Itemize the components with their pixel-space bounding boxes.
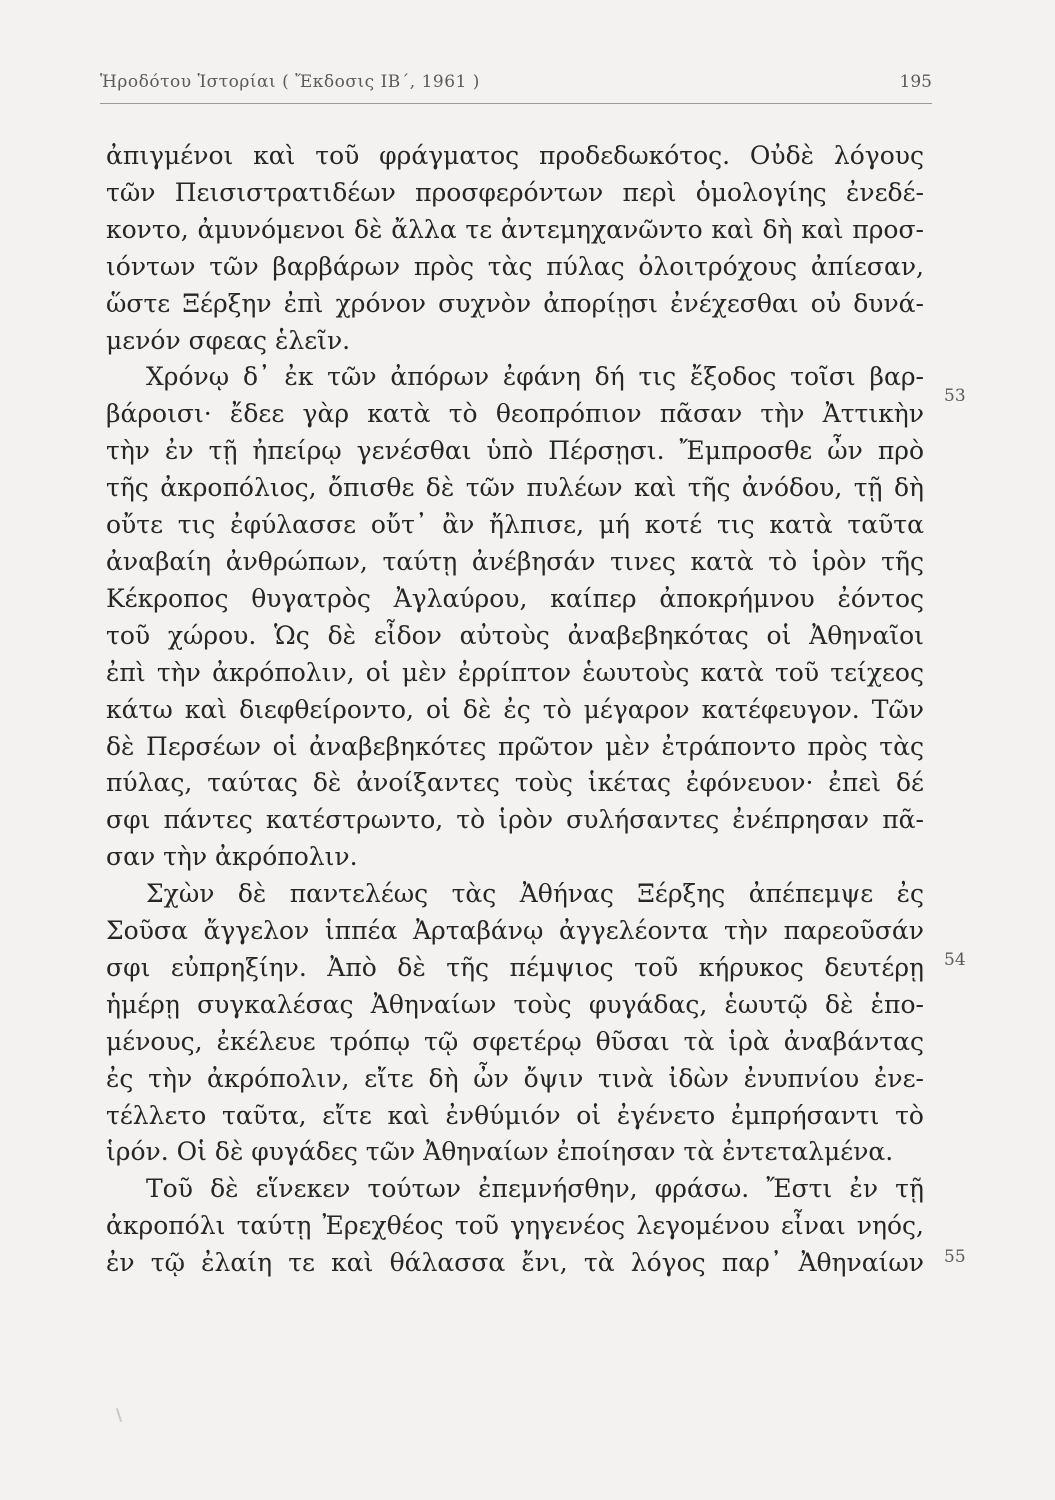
body-text: [106, 138, 924, 1282]
text-line: ιόντων τῶν βαρβάρων πρὸς τὰς πύλας ὀλοιτρόχους ἀπίεσαν,: [106, 251, 924, 281]
text-line: Κέκροπος θυγατρὸς Ἀγλαύρου, καίπερ ἀποκρήμνου ἐόντος: [106, 583, 924, 613]
text-line: ἀπιγμένοι καὶ τοῦ φράγματος προδεδωκότος. Οὐδὲ λόγους: [106, 141, 924, 170]
text-line: οὔτε τις ἐφύλασσε οὔτ᾽ ἂν ἤλπισε, μή κοτέ τις κατὰ ταῦτα: [106, 510, 924, 540]
text-line: κάτω καὶ διεφθείροντο, οἱ δὲ ἐς τὸ μέγαρον κατέφευγον. Τῶν: [106, 694, 924, 724]
text-line: Χρόνῳ δ᾽ ἐκ τῶν ἀπόρων ἐφάνη δή τις ἔξοδος τοῖσι βαρ-: [146, 362, 924, 392]
text-line: ἀναβαίη ἀνθρώπων, ταύτῃ ἀνέβησάν τινες κατὰ τὸ ἱρὸν τῆς: [106, 546, 924, 576]
text-line: σφι πάντες κατέστρωντο, τὸ ἱρὸν συλήσαντες ἐνέπρησαν πᾶ-: [106, 805, 924, 835]
paragraph: [106, 138, 924, 359]
text-line: Σοῦσα ἄγγελον ἱππέα Ἀρταβάνῳ ἀγγελέοντα τὴν παρεοῦσάν: [106, 916, 924, 946]
paragraph: [106, 876, 924, 1171]
paragraph: [106, 359, 924, 876]
text-line: ἱρόν. Οἱ δὲ φυγάδες τῶν Ἀθηναίων ἐποίησαν τὰ ἐντεταλμένα.: [106, 1137, 894, 1167]
text-line: μένους, ἐκέλευε τρόπῳ τῷ σφετέρῳ θῦσαι τὰ ἱρὰ ἀναβάντας: [106, 1026, 924, 1056]
text-line: ὥστε Ξέρξην ἐπὶ χρόνον συχνὸν ἀπορίῃσι ἐνέχεσθαι οὐ δυνά-: [106, 288, 924, 318]
text-line: ἀκροπόλι ταύτῃ Ἐρεχθέος τοῦ γηγενέος λεγομένου εἶναι νηός,: [106, 1211, 924, 1241]
text-line: ἐπὶ τὴν ἀκρόπολιν, οἱ μὲν ἐρρίπτον ἑωυτοὺς κατὰ τοῦ τείχεος: [106, 657, 924, 687]
text-line: τῶν Πεισιστρατιδέων προσφερόντων περὶ ὁμολογίης ἐνεδέ-: [106, 177, 924, 207]
text-line: ἡμέρῃ συγκαλέσας Ἀθηναίων τοὺς φυγάδας, ἑωυτῷ δὲ ἑπο-: [106, 989, 924, 1019]
scan-mark: [116, 1408, 122, 1422]
paragraph: [106, 1171, 924, 1282]
section-number-53: 53: [944, 386, 966, 406]
header-rule: [100, 103, 932, 104]
page-number: 195: [899, 72, 932, 92]
section-number-54: 54: [944, 950, 966, 970]
text-line: σαν τὴν ἀκρόπολιν.: [106, 842, 358, 872]
text-line: Σχὼν δὲ παντελέως τὰς Ἀθήνας Ξέρξης ἀπέπεμψε ἐς: [146, 879, 924, 909]
text-line: ἐς τὴν ἀκρόπολιν, εἴτε δὴ ὦν ὄψιν τινὰ ἰδὼν ἐνυπνίου ἐνε-: [106, 1063, 924, 1093]
text-line: τῆς ἀκροπόλιος, ὄπισθε δὲ τῶν πυλέων καὶ τῆς ἀνόδου, τῇ δὴ: [106, 473, 924, 503]
text-line: βάροισι· ἔδεε γὰρ κατὰ τὸ θεοπρόπιον πᾶσαν τὴν Ἀττικὴν: [106, 399, 924, 429]
text-line: τοῦ χώρου. Ὡς δὲ εἶδον αὐτοὺς ἀναβεβηκότας οἱ Ἀθηναῖοι: [106, 620, 924, 650]
text-line: Τοῦ δὲ εἵνεκεν τούτων ἐπεμνήσθην, φράσω. Ἔστι ἐν τῇ: [146, 1174, 924, 1204]
text-line: ἐν τῷ ἐλαίη τε καὶ θάλασσα ἔνι, τὰ λόγος παρ᾽ Ἀθηναίων: [106, 1248, 924, 1278]
text-line: κοντο, ἀμυνόμενοι δὲ ἄλλα τε ἀντεμηχανῶντο καὶ δὴ καὶ προσ-: [106, 214, 924, 244]
text-line: σφι εὐπρηξίην. Ἀπὸ δὲ τῆς πέμψιος τοῦ κήρυκος δευτέρῃ: [106, 952, 924, 982]
section-number-55: 55: [944, 1247, 966, 1267]
running-head: Ἡροδότου Ἱστορίαι ( Ἔκδοσις ΙΒ΄, 1961 ): [100, 72, 480, 92]
text-line: πύλας, ταύτας δὲ ἀνοίξαντες τοὺς ἱκέτας ἐφόνευον· ἐπεὶ δέ: [106, 768, 924, 798]
text-line: τέλλετο ταῦτα, εἴτε καὶ ἐνθύμιόν οἱ ἐγένετο ἐμπρήσαντι τὸ: [106, 1100, 924, 1130]
text-line: τὴν ἐν τῇ ἠπείρῳ γενέσθαι ὑπὸ Πέρσῃσι. Ἔμπροσθε ὦν πρὸ: [106, 436, 924, 466]
page-header: [100, 72, 932, 102]
text-line: δὲ Περσέων οἱ ἀναβεβηκότες πρῶτον μὲν ἐτράποντο πρὸς τὰς: [106, 731, 924, 761]
text-line: μενόν σφεας ἑλεῖν.: [106, 325, 351, 355]
